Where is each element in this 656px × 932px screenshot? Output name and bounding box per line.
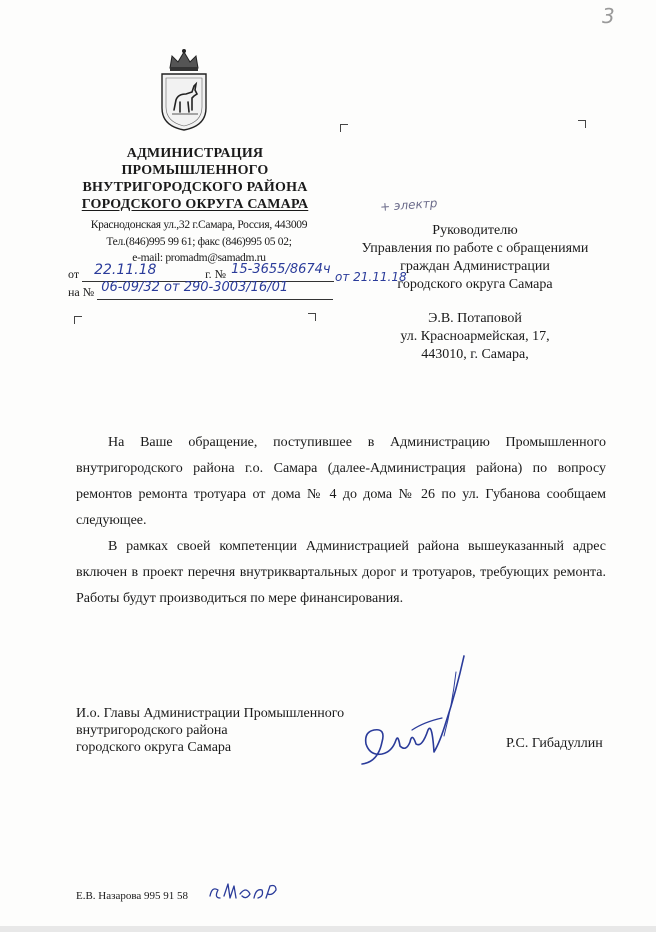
addressee-city: 443010, г. Самара, xyxy=(421,347,529,362)
body-paragraph: На Ваше обращение, поступившее в Администрацию Промышленного внутригородского района г.о. Самара (далее-Администрация района) по вопросу ремонтов ремонта тротуара от дома № 4 до дома № 26 по ул. Губанова сообщаем следующее. xyxy=(76,435,606,528)
organization-title xyxy=(60,145,330,213)
corner-mark xyxy=(578,120,586,128)
addressee-name: Э.В. Потаповой xyxy=(428,311,522,326)
signatory-title-line: внутригородского района xyxy=(76,723,228,738)
executor-initials-signature xyxy=(206,876,286,906)
signatory-title-line: городского округа Самара xyxy=(76,740,232,755)
org-phone: Тел.(846)995 99 61; факс (846)995 05 02; xyxy=(106,236,292,248)
addressee-line: городского округа Самара xyxy=(397,277,553,292)
corner-mark xyxy=(340,124,348,132)
reply-number-field xyxy=(97,280,333,300)
addressee-details xyxy=(330,310,620,364)
registration-date: от 21.11.18 xyxy=(335,270,407,284)
addressee-line: граждан Администрации xyxy=(400,259,550,274)
outgoing-date: 22.11.18 xyxy=(94,262,157,278)
from-label: от xyxy=(68,267,80,281)
signatory-name: Р.С. Гибадуллин xyxy=(506,736,603,751)
addressee-line: Управления по работе с обращениями xyxy=(361,241,589,256)
reply-label: на № xyxy=(68,285,95,299)
coat-of-arms-icon xyxy=(156,46,212,132)
org-title-line: ВНУТРИГОРОДСКОГО РАЙОНА xyxy=(82,180,308,195)
body-paragraph: В рамках своей компетенции Администрацией района вышеуказанный адрес включен в проект перечня внутриквартальных дорог и тротуаров, требующих ремонта. Работы будут производиться по мере финансирования. xyxy=(76,539,606,606)
reply-reference xyxy=(68,280,333,300)
org-title-line: ПРОМЫШЛЕННОГО xyxy=(121,163,269,178)
addressee-line: Руководителю xyxy=(432,223,518,238)
org-title-line: АДМИНИСТРАЦИЯ xyxy=(126,146,264,161)
corner-mark xyxy=(74,316,82,324)
outgoing-number: 15-3655/8674ч xyxy=(231,262,331,277)
org-title-line: ГОРОДСКОГО ОКРУГА САМАРА xyxy=(81,197,309,212)
signatory-title-line: И.о. Главы Администрации Промышленного xyxy=(76,706,345,721)
executor-contact: Е.В. Назарова 995 91 58 xyxy=(76,890,189,902)
addressee-block xyxy=(330,222,620,294)
letter-body xyxy=(76,430,606,612)
handwritten-signature xyxy=(352,652,482,770)
number-label: г. № xyxy=(205,267,227,281)
signatory-title xyxy=(76,705,344,756)
reply-number: 06-09/32 от 290-3003/16/01 xyxy=(101,280,289,295)
corner-mark xyxy=(308,313,316,321)
addressee-street: ул. Красноармейская, 17, xyxy=(400,329,550,344)
org-address: Краснодонская ул.,32 г.Самара, Россия, 443009 xyxy=(90,219,308,231)
page-number-mark: 3 xyxy=(602,4,615,28)
scan-bottom-edge xyxy=(0,926,656,932)
handwritten-annotation: + электр xyxy=(379,196,438,214)
org-email: e-mail: promadm@samadm.ru xyxy=(132,252,266,264)
